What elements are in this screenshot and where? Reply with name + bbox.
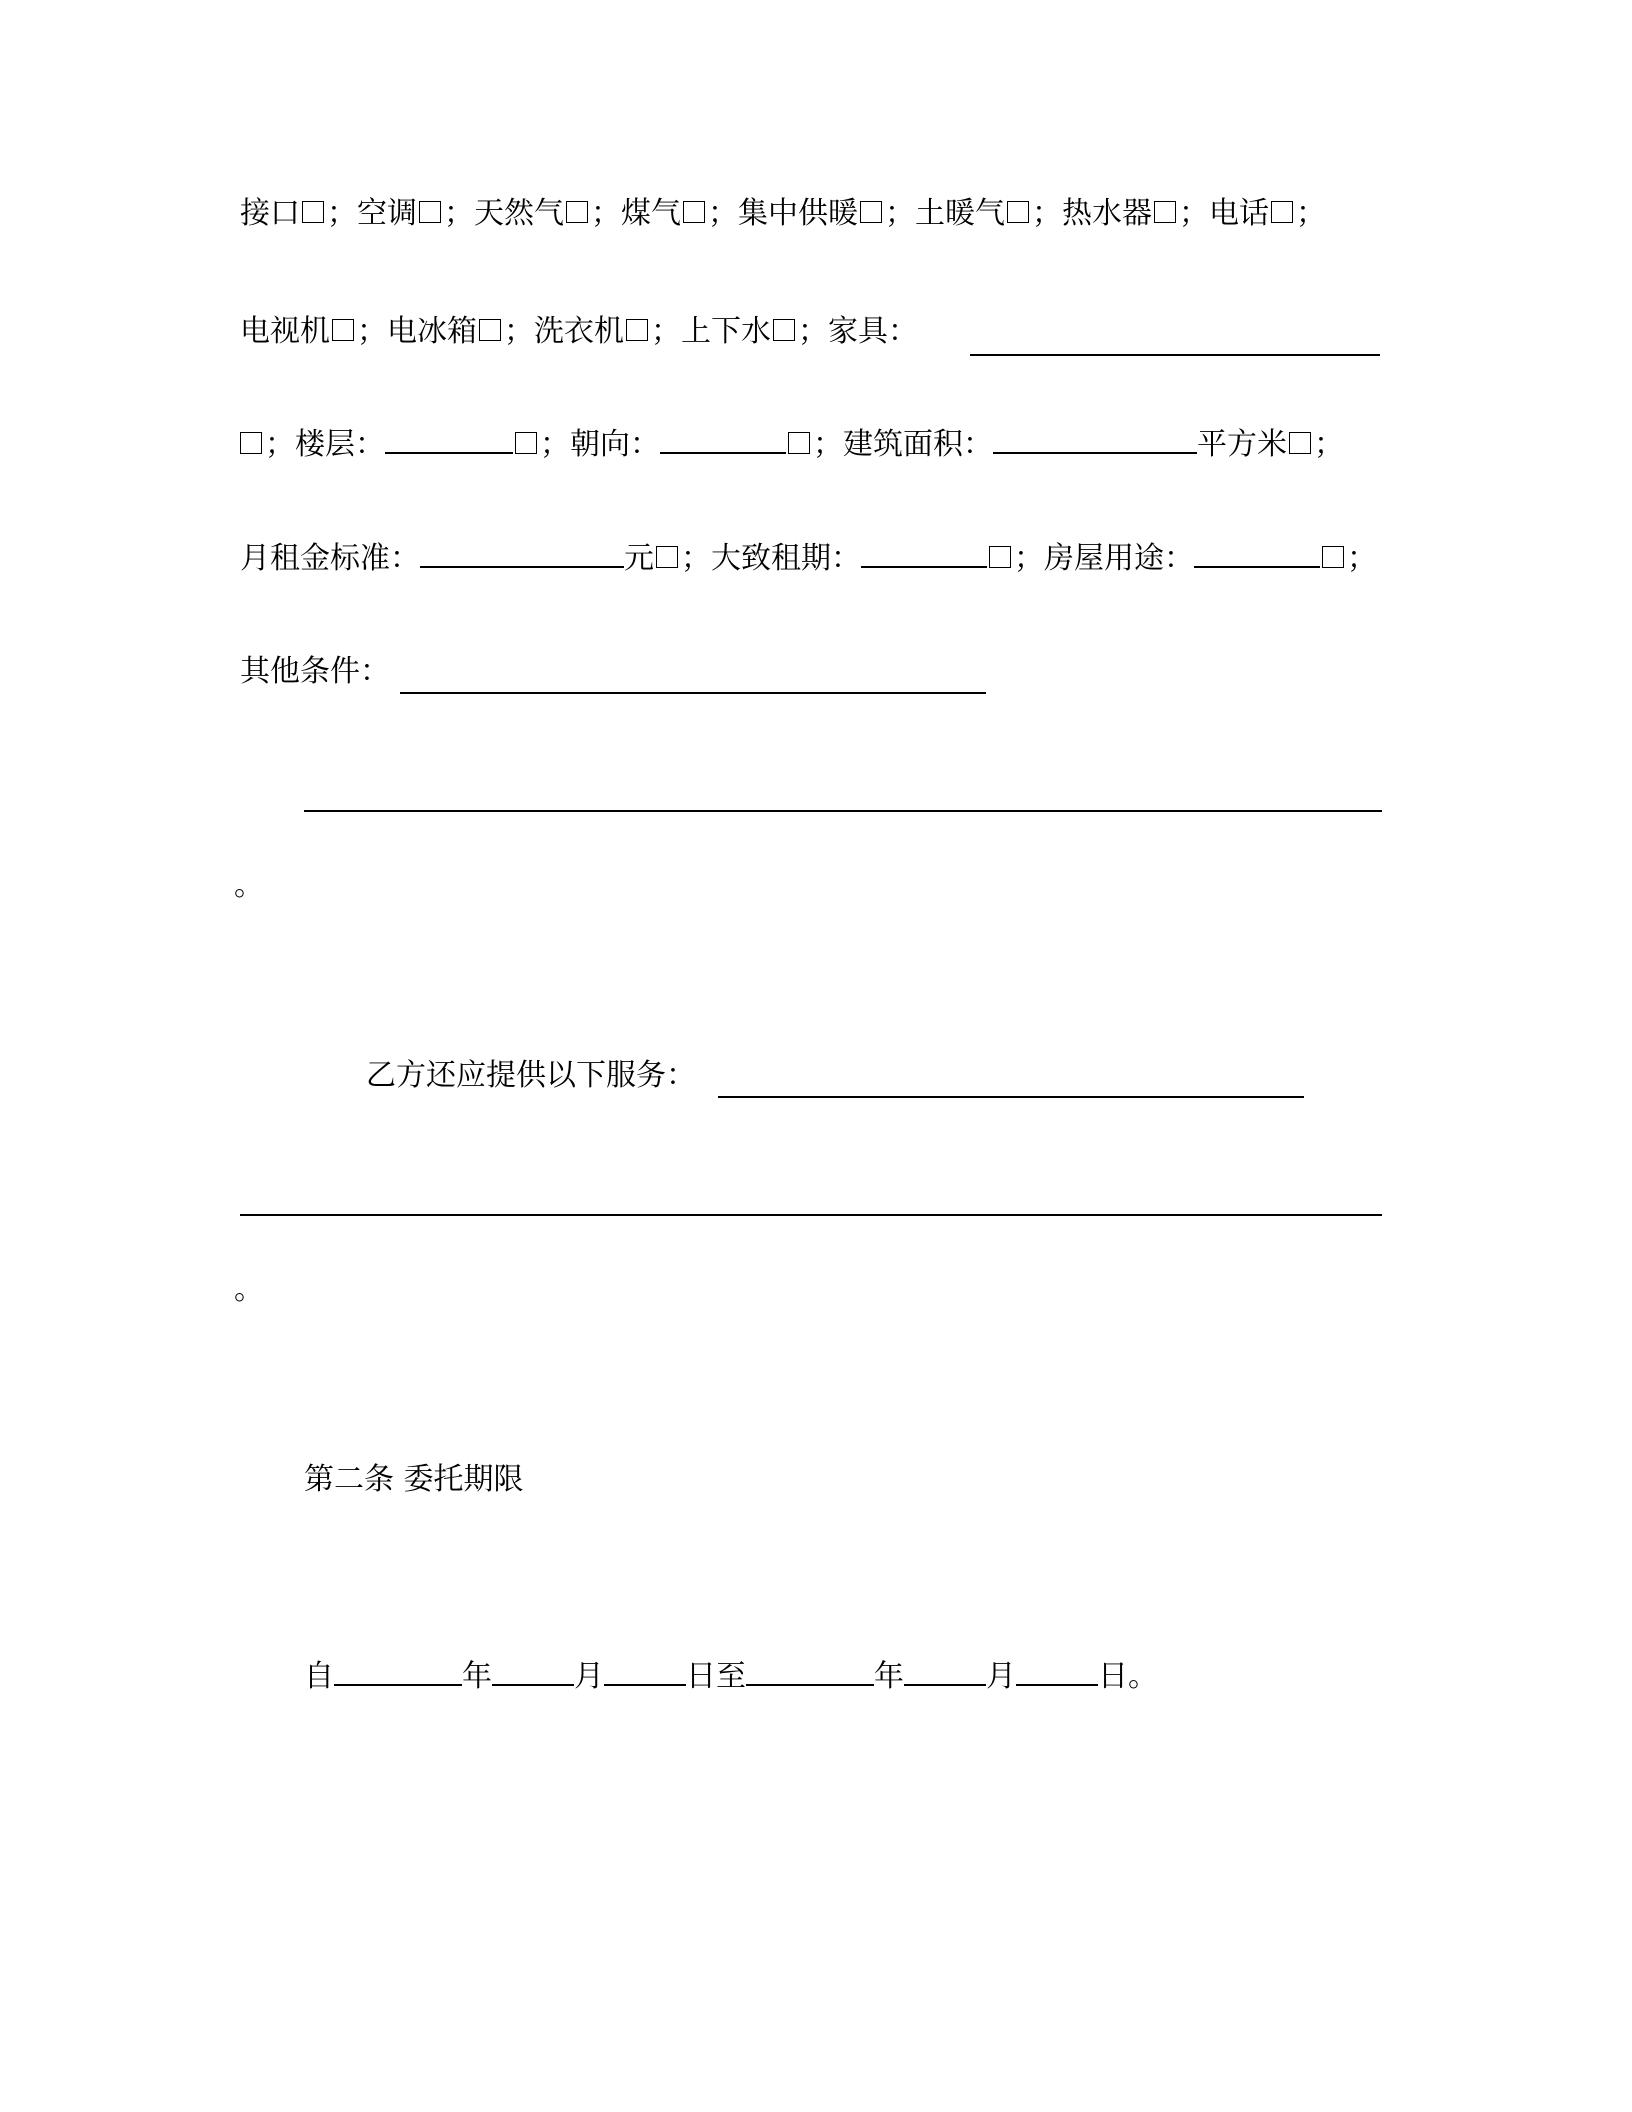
checkbox[interactable]: [566, 201, 588, 223]
area-blank[interactable]: [993, 424, 1197, 454]
checkbox[interactable]: [515, 432, 537, 454]
facility-label: ；煤气: [591, 196, 681, 231]
facilities-line-2: [240, 312, 918, 352]
month-label: 月: [986, 1659, 1016, 1694]
services-blank[interactable]: [718, 1096, 1304, 1098]
day-end-label: 日。: [1098, 1659, 1158, 1694]
checkbox[interactable]: [1289, 432, 1311, 454]
other-conditions-blank[interactable]: [400, 692, 986, 694]
article-2-title: 第二条 委托期限: [304, 1462, 524, 1497]
floor-blank[interactable]: [385, 424, 513, 454]
day-to-label: 日至: [686, 1659, 746, 1694]
checkbox[interactable]: [302, 201, 324, 223]
checkbox[interactable]: [240, 432, 262, 454]
start-day-blank[interactable]: [604, 1656, 686, 1686]
checkbox[interactable]: [1007, 201, 1029, 223]
checkbox[interactable]: [1322, 546, 1344, 568]
term-line: [304, 1656, 1158, 1697]
services-line: [366, 1056, 696, 1096]
furniture-blank[interactable]: [970, 354, 1380, 356]
facility-label: ；集中供暖: [708, 196, 858, 231]
end-year-blank[interactable]: [746, 1656, 874, 1686]
facilities-line-1: [240, 194, 1326, 234]
checkbox[interactable]: [656, 546, 678, 568]
rent-blank[interactable]: [420, 538, 624, 568]
area-label: ；建筑面积：: [813, 427, 993, 462]
floor-label: ；楼层：: [265, 427, 385, 462]
punctuation: ；: [1347, 541, 1377, 576]
period: 。: [234, 1272, 264, 1307]
checkbox[interactable]: [479, 319, 501, 341]
services-label: 乙方还应提供以下服务：: [366, 1058, 696, 1093]
rent-unit: 元: [624, 541, 654, 576]
checkbox[interactable]: [989, 546, 1011, 568]
facility-label: 接口: [240, 196, 300, 231]
term-label: ；大致租期：: [681, 541, 861, 576]
checkbox[interactable]: [626, 319, 648, 341]
facility-label: ；上下水: [651, 314, 771, 349]
year-label: 年: [874, 1659, 904, 1694]
checkbox[interactable]: [1154, 201, 1176, 223]
checkbox[interactable]: [419, 201, 441, 223]
checkbox[interactable]: [773, 319, 795, 341]
other-conditions-blank-2[interactable]: [304, 810, 1382, 812]
property-line: [240, 424, 1344, 465]
services-blank-2[interactable]: [240, 1214, 1382, 1216]
other-label: 其他条件：: [240, 654, 390, 689]
month-label: 月: [574, 1659, 604, 1694]
facility-label: ；热水器: [1032, 196, 1152, 231]
use-blank[interactable]: [1194, 538, 1320, 568]
facility-label: ；天然气: [444, 196, 564, 231]
facility-label: 电视机: [240, 314, 330, 349]
facility-label: ；电话: [1179, 196, 1269, 231]
period: 。: [234, 868, 264, 903]
end-month-blank[interactable]: [904, 1656, 986, 1686]
start-month-blank[interactable]: [492, 1656, 574, 1686]
start-year-blank[interactable]: [334, 1656, 462, 1686]
checkbox[interactable]: [860, 201, 882, 223]
use-label: ；房屋用途：: [1014, 541, 1194, 576]
area-unit: 平方米: [1197, 427, 1287, 462]
facility-label: ；土暖气: [885, 196, 1005, 231]
rent-line: [240, 538, 1377, 579]
facility-label: ；空调: [327, 196, 417, 231]
facility-label: ；电冰箱: [357, 314, 477, 349]
checkbox[interactable]: [788, 432, 810, 454]
orientation-blank[interactable]: [660, 424, 786, 454]
facility-label: ；洗衣机: [504, 314, 624, 349]
rent-label: 月租金标准：: [240, 541, 420, 576]
punctuation: ；: [1314, 427, 1344, 462]
orientation-label: ；朝向：: [540, 427, 660, 462]
checkbox[interactable]: [1271, 201, 1293, 223]
punctuation: ；: [798, 314, 828, 349]
checkbox[interactable]: [683, 201, 705, 223]
furniture-label: 家具：: [828, 314, 918, 349]
checkbox[interactable]: [332, 319, 354, 341]
term-blank[interactable]: [861, 538, 987, 568]
end-day-blank[interactable]: [1016, 1656, 1098, 1686]
other-conditions-line: [240, 652, 390, 692]
year-label: 年: [462, 1659, 492, 1694]
from-label: 自: [304, 1659, 334, 1694]
punctuation: ；: [1296, 196, 1326, 231]
